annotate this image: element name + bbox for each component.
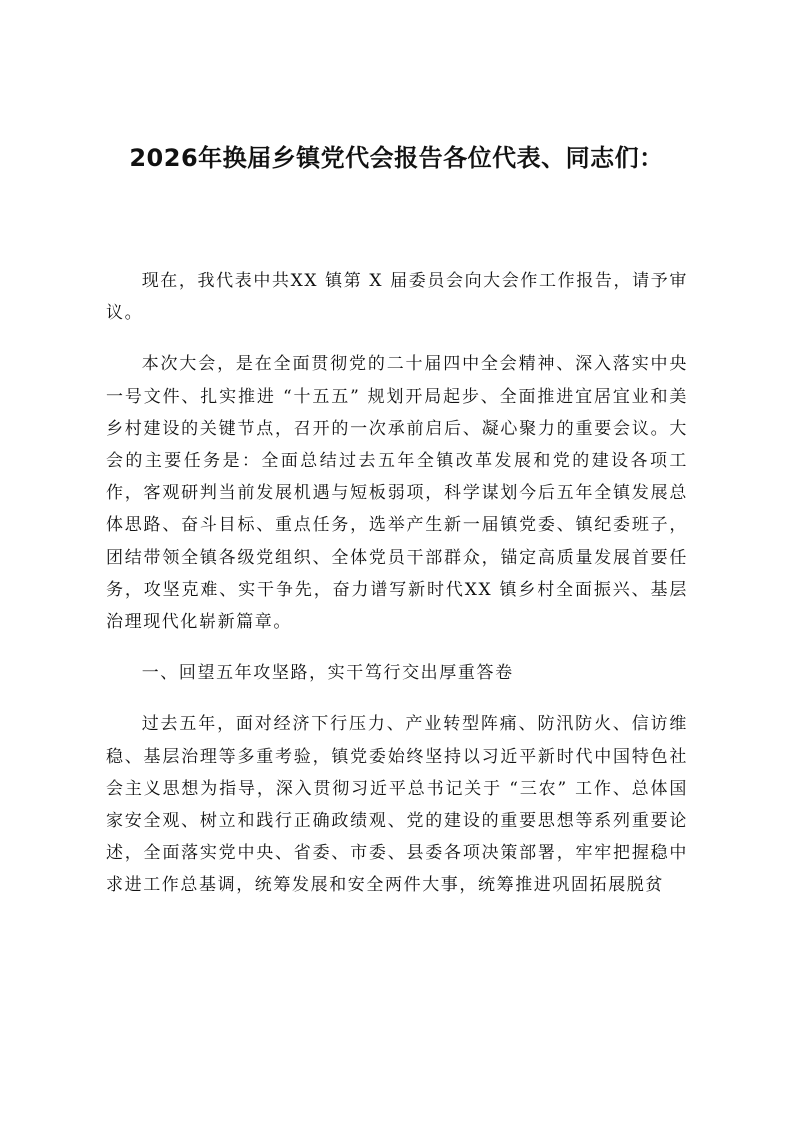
document-body <box>106 265 688 921</box>
meeting-purpose-paragraph: 本次大会，是在全面贯彻党的二十届四中全会精神、深入落实中央一号文件、扎实推进 “十五五” 规划开局起步、全面推进宜居宜业和美乡村建设的关键节点，召开的一次承前启后、凝心聚力的重要会议。大会的主要任务是：全面总结过去五年全镇改革发展和党的建设各项工作，客观研判当前发展机遇与短板弱项，科学谋划今后五年全镇发展总体思路、奋斗目标、重点任务，选举产生新一届镇党委、镇纪委班子，团结带领全镇各级党组织、全体党员干部群众，锚定高质量发展首要任务，攻坚克难、实干争先，奋力谱写新时代XX 镇乡村全面振兴、基层治理现代化崭新篇章。 <box>106 354 688 633</box>
opening-paragraph: 现在，我代表中共XX 镇第 X 届委员会向大会作工作报告，请予审议。 <box>106 271 688 324</box>
document-title: 2026年换届乡镇党代会报告各位代表、同志们： <box>129 144 664 172</box>
review-paragraph: 过去五年，面对经济下行压力、产业转型阵痛、防汛防火、信访维稳、基层治理等多重考验，镇党委始终坚持以习近平新时代中国特色社会主义思想为指导，深入贯彻习近平总书记关于 “三农” 工作、总体国家安全观、树立和践行正确政绩观、党的建设的重要思想等系列重要论述，全面落实党中央、省委、市委、县委各项决策部署，牢牢把握稳中求进工作总基调，统筹发展和安全两件大事，统筹推进巩固拓展脱贫 <box>106 714 688 896</box>
section-heading: 一、回望五年攻坚路，实干笃行交出厚重答卷 <box>141 663 514 684</box>
